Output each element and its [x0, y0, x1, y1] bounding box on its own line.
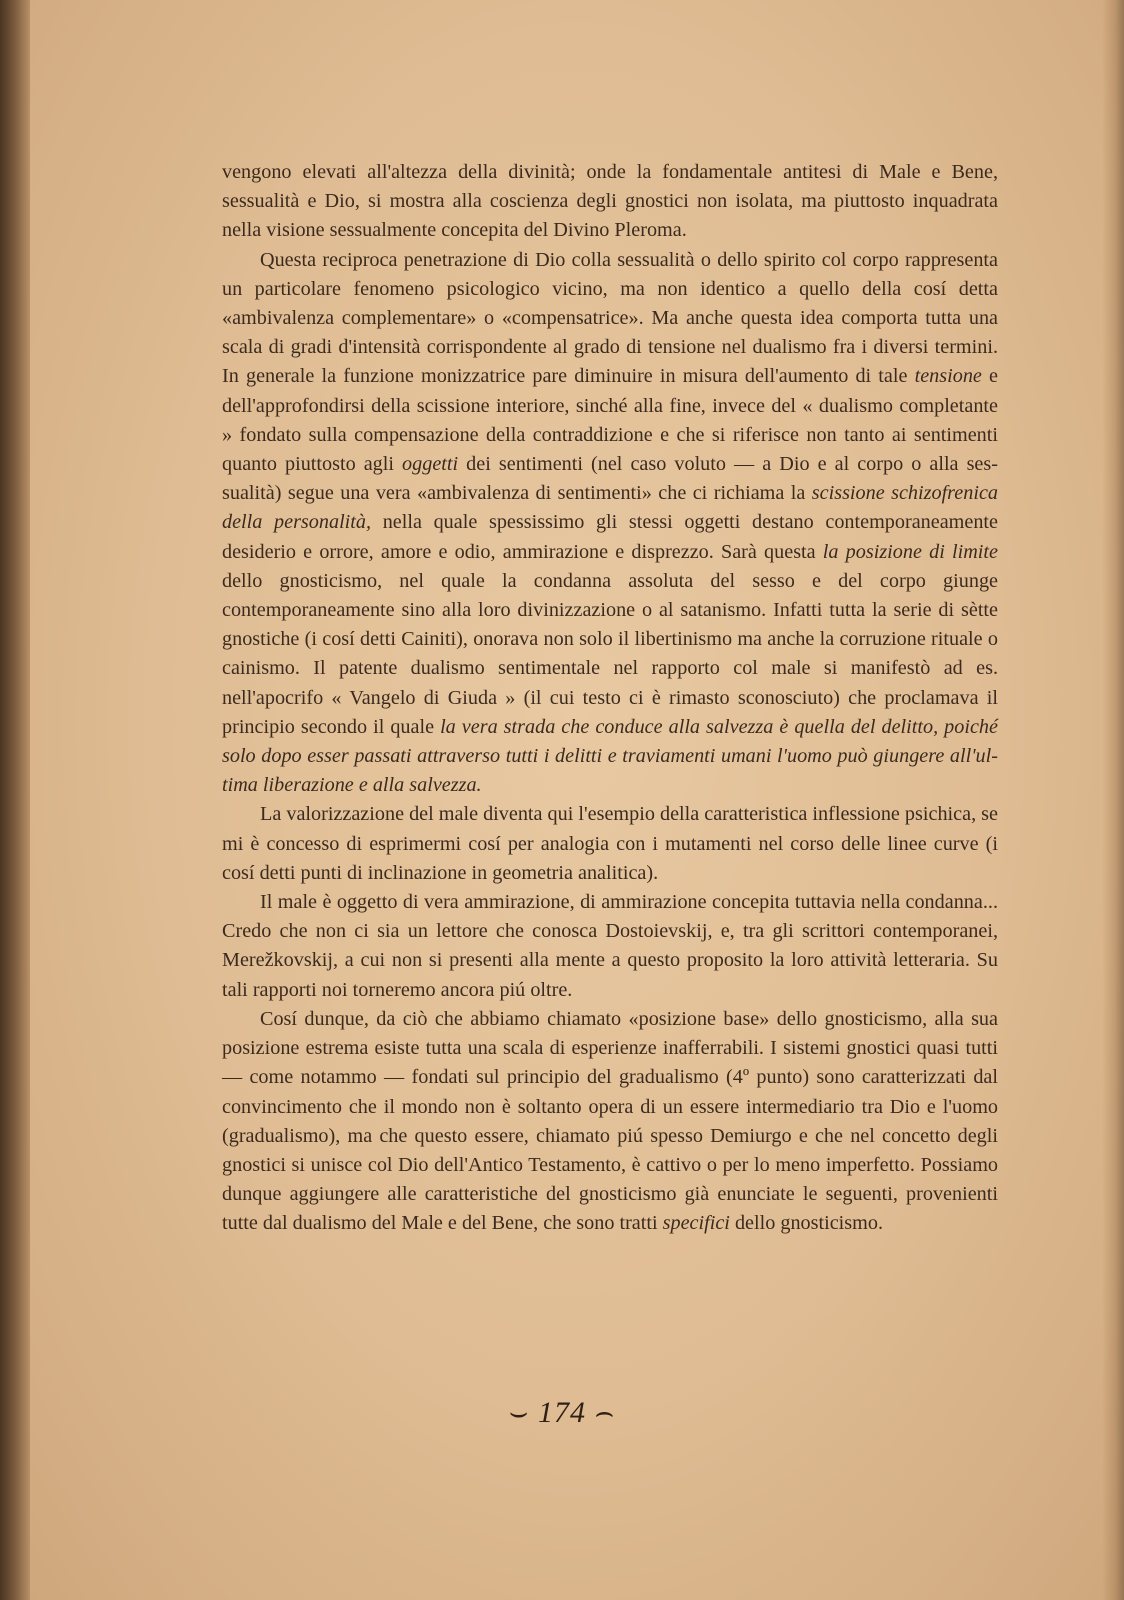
text-run: Il male è oggetto di vera ammirazione, di ammirazione concepita tuttavia nella condanna... Credo che non ci sia un lettore che conosca Dostoievskij, e, tra gli scrittori contemporanei, Merežkovskij, a cui non si presenti alla mente a questo proposito la loro attività letteraria. Su tali rapporti noi torneremo ancora piú oltre.	[222, 891, 998, 1001]
text-run: vengono elevati all'altezza della divinità; onde la fondamentale antitesi di Male e Bene, sessualità e Dio, si mostra alla coscienza degli gnostici non isolata, ma piuttosto inquadrata nella visione sessualmente concepita del Divino Pleroma.	[222, 161, 998, 242]
text-run: dello gnosticismo.	[729, 1212, 883, 1235]
text-run: e dell'approfondirsi della scissione interiore, sinché alla fine, invece del « dualismo completante » fondato sulla compensazione della contraddizione e che si riferisce non tanto ai sentimenti quanto piuttosto agli	[222, 365, 999, 476]
paragraph	[222, 246, 998, 801]
italic-run: la vera strada che conduce alla salvezza è quella del delitto, poiché solo dopo esser passati attraverso tutti i delitti e traviamenti umani l'uomo può giungere all'ultima liberazione e alla salvezza.	[222, 715, 998, 797]
folio-left-mark: ⌣	[508, 1396, 530, 1429]
folio-number: 174	[538, 1396, 586, 1429]
text-run: nella quale spessissimo gli stessi oggetti destano contemporaneamente desiderio e orrore, amore e odio, ammirazione e disprezzo. Sarà questa	[222, 511, 998, 563]
text-run: dello gnosticismo, nel quale la condanna assoluta del sesso e del corpo giunge contemporaneamente sino alla loro divinizzazione o al satanismo. Infatti tutta la serie di sètte gnostiche (i cosí detti Cainiti), onorava non solo il libertinismo ma anche la corruzione rituale o cainismo. Il patente dualismo sentimentale nel rapporto col male si manifestò ad es. nell'apocrifo « Vangelo di Giuda » (il cui testo ci è rimasto sconosciuto) che proclamava il principio secondo il quale	[222, 569, 998, 738]
folio-right-mark: ⌢	[594, 1396, 616, 1429]
text-run: Questa reciproca penetrazione di Dio colla sessualità o dello spirito col corpo rappresenta un particolare fenomeno psicologico vicino, ma non identico a quello della cosí detta «ambivalenza complementare» o «compensatrice». Ma anche questa idea comporta tutta una scala di gradi d'intensità corrispondente al grado di tensione nel dualismo fra i diversi termini. In generale la funzione monizzatrice pare diminuire in misura dell'aumento di tale	[222, 248, 998, 388]
body-text	[222, 158, 998, 1239]
paragraph	[222, 1005, 998, 1239]
paragraph	[222, 888, 998, 1005]
paragraph	[222, 158, 998, 246]
italic-run: specifici	[662, 1212, 730, 1235]
text-run: dei sentimenti (nel caso voluto — a Dio e al corpo o alla sessualità) segue una vera «ambivalenza di sentimenti» che ci richiama la	[222, 453, 998, 505]
italic-run: tensione	[914, 365, 982, 388]
text-run: La valorizzazione del male diventa qui l'esempio della caratteristica inflessione psichica, se mi è concesso di esprimermi cosí per analogia con i mutamenti nel corso delle linee curve (i cosí detti punti di inclinazione in geometria analitica).	[222, 803, 998, 884]
page-edge-shadow	[1102, 0, 1124, 1600]
paragraph	[222, 800, 998, 888]
italic-run: la posizione di limite	[822, 540, 998, 563]
text-run: Cosí dunque, da ciò che abbiamo chiamato «posizione base» dello gnosticismo, alla sua posizione estrema esiste tutta una scala di esperienze inafferrabili. I sistemi gnostici quasi tutti — come notammo — fondati sul principio del gradualismo (4º punto) sono caratterizzati dal convincimento che il mondo non è soltanto opera di un essere intermediario tra Dio e l'uomo (gradualismo), ma che questo essere, chiamato piú spesso Demiurgo e che nel concetto degli gnostici si unisce col Dio dell'Antico Testamento, è cattivo o per lo meno imperfetto. Possiamo dunque aggiungere alle caratteristiche del gnosticismo già enunciate le seguenti, provenienti tutte dal dualismo del Male e del Bene, che sono tratti	[222, 1007, 998, 1235]
italic-run: scissione schizofrenica della personalità,	[222, 482, 999, 534]
page-number	[0, 1396, 1124, 1430]
italic-run: oggetti	[402, 453, 459, 476]
